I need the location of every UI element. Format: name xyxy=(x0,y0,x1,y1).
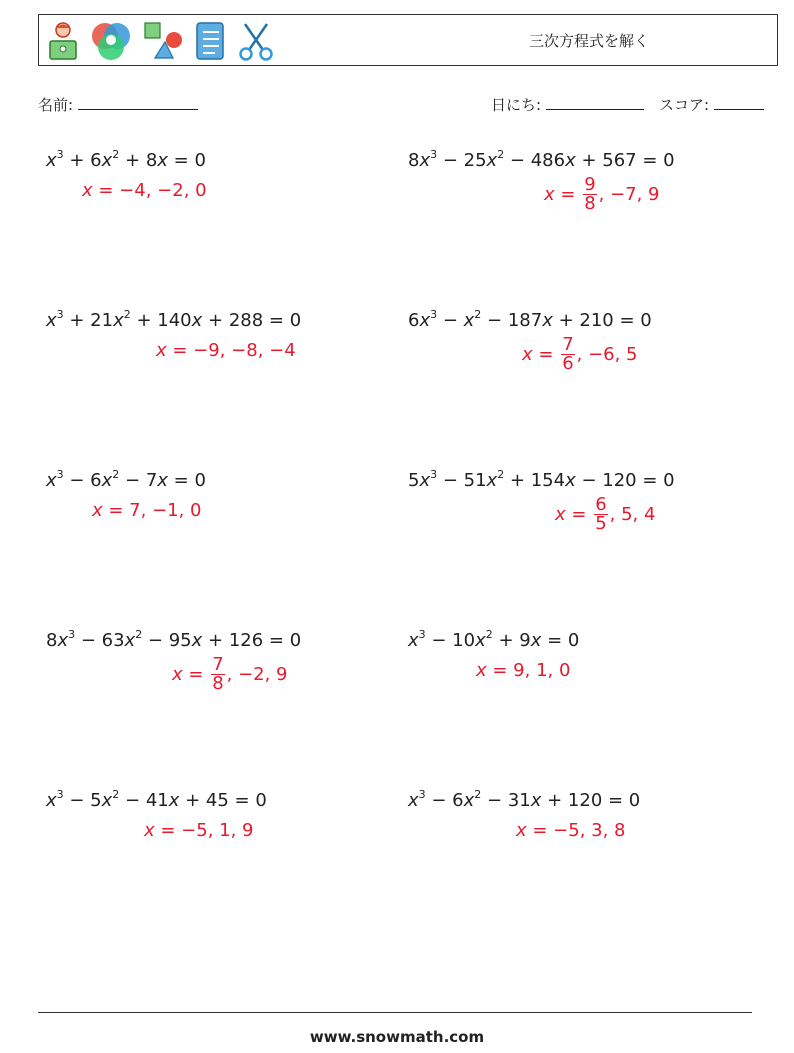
problem-answer xyxy=(156,340,296,362)
problem-answer xyxy=(476,660,570,682)
fraction xyxy=(594,496,607,533)
exponent: 3 xyxy=(56,788,64,801)
term: + 120 = 0 xyxy=(541,790,641,811)
exponent: 3 xyxy=(430,468,438,481)
problem-equation xyxy=(408,310,652,332)
notebook-icon xyxy=(193,20,227,62)
variable: x xyxy=(101,470,113,491)
problem-equation xyxy=(46,790,267,812)
exponent: 2 xyxy=(474,788,482,801)
variable: x xyxy=(530,630,542,651)
fraction-denominator: 5 xyxy=(595,513,607,534)
exponent: 3 xyxy=(56,148,64,161)
shapes-icon xyxy=(141,20,185,62)
term: − 10 xyxy=(425,630,476,651)
fraction-numerator: 7 xyxy=(212,654,224,675)
fraction xyxy=(583,176,596,213)
variable: x xyxy=(565,150,576,171)
exponent: 2 xyxy=(474,308,482,321)
term: − 63 xyxy=(75,630,125,651)
variable: x xyxy=(522,343,533,365)
problem-answer xyxy=(516,820,626,842)
variable: x xyxy=(408,630,419,651)
fraction-denominator: 8 xyxy=(212,673,224,694)
variable: x xyxy=(476,660,487,681)
term: = xyxy=(532,343,560,365)
problem-answer xyxy=(82,180,207,202)
term: − 486 xyxy=(504,150,566,171)
term: − 187 xyxy=(481,310,543,331)
problem-equation xyxy=(408,790,640,812)
variable: x xyxy=(530,790,542,811)
term: = 0 xyxy=(167,470,206,491)
scissors-icon xyxy=(235,20,277,62)
term: = 7, −1, 0 xyxy=(102,500,202,521)
term: 8 xyxy=(408,150,420,171)
term: + 8 xyxy=(119,150,158,171)
term: 8 xyxy=(46,630,58,651)
problem-equation xyxy=(46,150,206,172)
fraction-denominator: 8 xyxy=(584,193,596,214)
variable: x xyxy=(191,630,203,651)
variable: x xyxy=(486,150,498,171)
term: + 21 xyxy=(63,310,114,331)
variable: x xyxy=(516,820,527,841)
exponent: 2 xyxy=(497,148,505,161)
exponent: 3 xyxy=(68,628,76,641)
exponent: 2 xyxy=(123,308,131,321)
problem-answer xyxy=(544,176,660,213)
teacher-at-desk-icon xyxy=(45,21,81,61)
exponent: 3 xyxy=(56,468,64,481)
term: − 95 xyxy=(142,630,192,651)
variable: x xyxy=(156,340,167,361)
exponent: 2 xyxy=(497,468,505,481)
problem-answer xyxy=(172,656,288,693)
variable: x xyxy=(157,150,168,171)
term: + 288 = 0 xyxy=(202,310,302,331)
term: − 120 = 0 xyxy=(575,470,675,491)
term: = 9, 1, 0 xyxy=(486,660,571,681)
name-label: 名前: xyxy=(38,96,74,114)
fraction-numerator: 9 xyxy=(584,174,596,195)
variable: x xyxy=(168,790,180,811)
variable: x xyxy=(46,470,57,491)
exponent: 3 xyxy=(430,308,438,321)
term: − 6 xyxy=(425,790,464,811)
term: = −9, −8, −4 xyxy=(166,340,296,361)
variable: x xyxy=(101,150,113,171)
variable: x xyxy=(565,470,576,491)
term: − 31 xyxy=(481,790,531,811)
variable: x xyxy=(144,820,155,841)
term: 6 xyxy=(408,310,420,331)
variable: x xyxy=(46,310,57,331)
term: − 25 xyxy=(437,150,487,171)
variable: x xyxy=(82,180,93,201)
date-label: 日にち: xyxy=(491,96,542,114)
problem-answer xyxy=(92,500,202,522)
variable: x xyxy=(113,310,124,331)
date-blank[interactable] xyxy=(546,95,644,110)
variable: x xyxy=(46,150,57,171)
term: + 6 xyxy=(63,150,102,171)
date-field xyxy=(491,94,644,115)
variable: x xyxy=(46,790,57,811)
variable: x xyxy=(542,310,553,331)
term: = −5, 3, 8 xyxy=(526,820,626,841)
fraction xyxy=(561,336,574,373)
variable: x xyxy=(57,630,69,651)
term: , −6, 5 xyxy=(576,343,638,365)
fraction-numerator: 6 xyxy=(595,494,607,515)
variable: x xyxy=(191,310,203,331)
term: , 5, 4 xyxy=(609,503,656,525)
score-label: スコア: xyxy=(659,96,710,114)
variable: x xyxy=(463,310,475,331)
problem-equation xyxy=(46,630,301,652)
term: = xyxy=(182,663,210,685)
variable: x xyxy=(157,470,168,491)
exponent: 2 xyxy=(112,148,120,161)
color-wheel-icon xyxy=(89,20,133,62)
variable: x xyxy=(408,790,419,811)
term: + 154 xyxy=(504,470,566,491)
variable: x xyxy=(555,503,566,525)
term: + 45 = 0 xyxy=(179,790,267,811)
term: , −2, 9 xyxy=(226,663,288,685)
name-blank[interactable] xyxy=(78,95,198,110)
score-blank[interactable] xyxy=(714,95,764,110)
problem-answer xyxy=(522,336,638,373)
term: 5 xyxy=(408,470,420,491)
term: − 5 xyxy=(63,790,102,811)
footer-url[interactable]: www.snowmath.com xyxy=(309,1028,485,1046)
problem-equation xyxy=(408,630,579,652)
problem-equation xyxy=(46,310,301,332)
exponent: 3 xyxy=(418,788,426,801)
exponent: 2 xyxy=(112,788,120,801)
term: + 140 xyxy=(130,310,192,331)
term: − 51 xyxy=(437,470,487,491)
problem-equation xyxy=(408,150,675,172)
footer-divider xyxy=(38,1012,752,1013)
problem-answer xyxy=(144,820,254,842)
term: + 126 = 0 xyxy=(202,630,302,651)
variable: x xyxy=(544,183,555,205)
fraction-denominator: 6 xyxy=(562,353,574,374)
term: − xyxy=(437,310,464,331)
variable: x xyxy=(486,470,498,491)
term: = xyxy=(565,503,593,525)
exponent: 3 xyxy=(56,308,64,321)
term: = 0 xyxy=(541,630,580,651)
term: + 9 xyxy=(492,630,531,651)
exponent: 2 xyxy=(112,468,120,481)
variable: x xyxy=(124,630,136,651)
variable: x xyxy=(101,790,113,811)
fraction xyxy=(211,656,224,693)
variable: x xyxy=(419,310,431,331)
term: , −7, 9 xyxy=(598,183,660,205)
problem-equation xyxy=(408,470,675,492)
term: + 210 = 0 xyxy=(552,310,652,331)
score-field xyxy=(659,94,764,115)
term: − 6 xyxy=(63,470,102,491)
name-field xyxy=(38,94,198,115)
fraction-numerator: 7 xyxy=(562,334,574,355)
term: = 0 xyxy=(167,150,206,171)
header-icons xyxy=(45,20,277,62)
term: = −4, −2, 0 xyxy=(92,180,207,201)
variable: x xyxy=(92,500,103,521)
variable: x xyxy=(419,470,431,491)
term: − 41 xyxy=(119,790,169,811)
variable: x xyxy=(172,663,183,685)
exponent: 3 xyxy=(430,148,438,161)
exponent: 2 xyxy=(135,628,143,641)
variable: x xyxy=(463,790,475,811)
term: = −5, 1, 9 xyxy=(154,820,254,841)
worksheet-header xyxy=(38,14,778,66)
variable: x xyxy=(475,630,486,651)
term: = xyxy=(554,183,582,205)
exponent: 2 xyxy=(485,628,493,641)
term: − 7 xyxy=(119,470,158,491)
problem-answer xyxy=(555,496,655,533)
worksheet-title: 三次方程式を解く xyxy=(528,32,649,50)
exponent: 3 xyxy=(418,628,426,641)
problem-equation xyxy=(46,470,206,492)
term: + 567 = 0 xyxy=(575,150,675,171)
variable: x xyxy=(419,150,431,171)
